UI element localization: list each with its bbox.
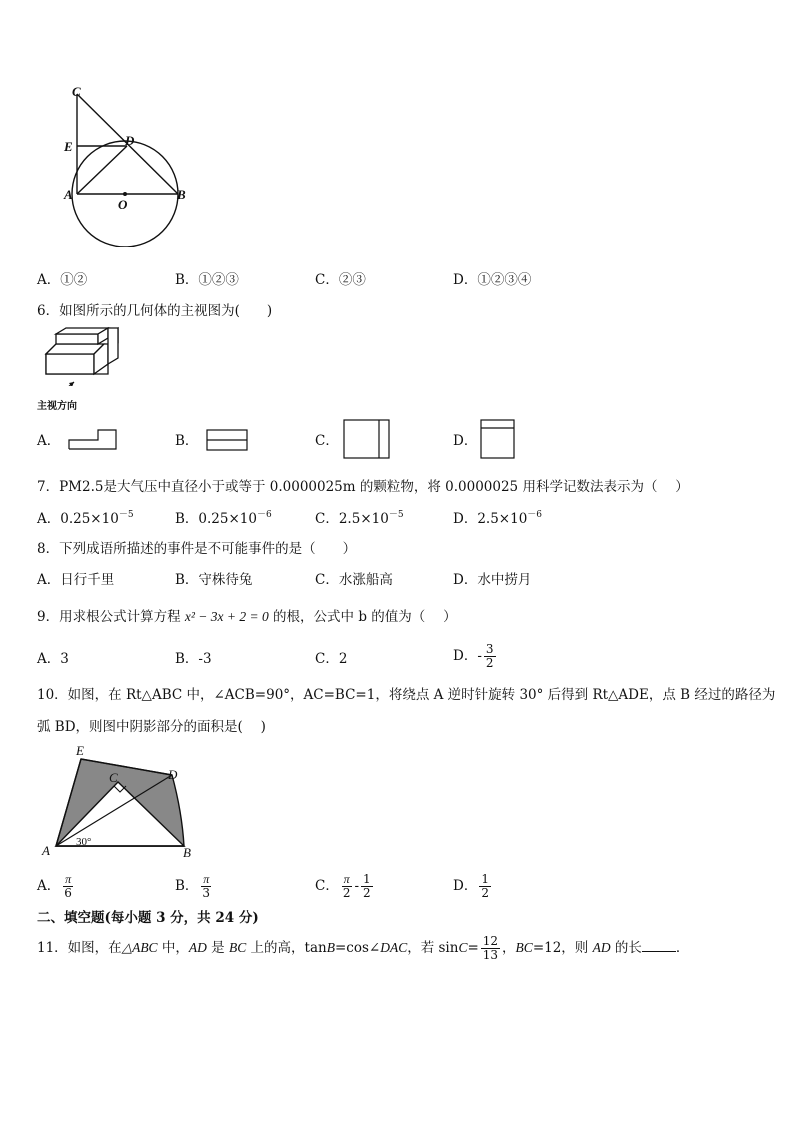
fraction: $\frac{\pi}{2}$ <box>342 872 351 900</box>
view-direction-caption: 主视方向 <box>37 401 77 412</box>
q7-option-b: B．$0.25\times 10^{-6}$ <box>175 510 272 527</box>
label-e: E <box>64 139 73 154</box>
section-heading: 二、填空题(每小题 3 分，共 24 分) <box>37 910 259 926</box>
q9-stem: 9．用求根公式计算方程 x² − 3x + 2 = 0 的根，公式中 b 的值为（ ） <box>37 609 457 625</box>
q8-option-d: D．水中捞月 <box>453 572 532 588</box>
q10-stem-line1: 10．如图，在 Rt△ABC 中，∠ACB=90°，AC=BC=1，将绕点 A 逆时针旋转 30° 后得到 Rt△ADE，点 B 经过的路径为 <box>37 687 776 703</box>
q8-option-b: B．守株待兔 <box>175 572 253 588</box>
q6-option-b-letter: B． <box>175 433 199 449</box>
q8-option-a: A．日行千里 <box>37 572 115 588</box>
q9-option-c: C．2 <box>315 651 348 667</box>
label-e: E <box>76 743 84 758</box>
q10-option-c: C． $\frac{\pi}{2}$ - $\frac{1}{2}$ <box>315 872 371 900</box>
q11-stem: 11．如图，在△ABC 中，AD 是 BC 上的高，tanB=cos∠DAC，若 sinC= $\frac{12}{13}$ ，BC=12，则 AD 的长 ． <box>37 934 690 962</box>
fraction: $\frac{1}{2}$ <box>481 872 489 900</box>
answer-blank[interactable] <box>642 938 676 952</box>
q8-option-c: C．水涨船高 <box>315 572 393 588</box>
q10-option-d: D． $\frac{1}{2}$ <box>453 872 489 900</box>
label-o: O <box>118 197 128 212</box>
q6-option-c-shape <box>343 419 393 461</box>
fraction: $\frac{\pi}{6}$ <box>64 872 72 900</box>
q7-option-a: A．$0.25\times 10^{-5}$ <box>37 510 134 527</box>
q6-option-a-letter: A． <box>37 433 61 449</box>
q6-option-a-shape <box>68 429 120 451</box>
q10-stem-line2: 弧 BD，则图中阴影部分的面积是( ) <box>37 719 266 735</box>
q7-option-d: D．$2.5\times 10^{-6}$ <box>453 510 543 527</box>
q7-option-c: C．$2.5\times 10^{-5}$ <box>315 510 404 527</box>
fraction: $\frac{\pi}{3}$ <box>202 872 211 900</box>
q10-option-a: A． $\frac{\pi}{6}$ <box>37 872 72 900</box>
label-d: D <box>125 133 135 148</box>
rotation-triangle-figure <box>36 742 201 862</box>
q6-option-b-shape <box>206 429 250 453</box>
stair-solid-figure <box>36 326 131 386</box>
label-b: B <box>183 845 191 860</box>
label-d: D <box>168 767 178 782</box>
center-point <box>123 192 127 196</box>
fraction: $\frac{1}{2}$ <box>363 872 371 900</box>
q8-stem: 8．下列成语所描述的事件是不可能事件的是（ ） <box>37 541 357 557</box>
q6-option-d-letter: D． <box>453 433 478 449</box>
q9-option-b: B．-3 <box>175 651 212 667</box>
fraction: $\frac{12}{13}$ <box>482 934 499 962</box>
label-a: A <box>42 843 50 858</box>
circle-geometry-figure <box>55 82 205 247</box>
label-b: B <box>177 187 186 202</box>
q5-option-b: B．①②③ <box>175 272 239 288</box>
label-a: A <box>64 187 73 202</box>
q10-option-b: B． $\frac{\pi}{3}$ <box>175 872 211 900</box>
q5-option-d: D．①②③④ <box>453 272 532 288</box>
q9-equation: x² − 3x + 2 = 0 <box>184 609 269 624</box>
label-c: C <box>109 770 118 785</box>
q5-option-c: C．②③ <box>315 272 366 288</box>
q7-stem: 7．PM2.5是大气压中直径小于或等于 0.0000025m 的颗粒物，将 0.0000025 用科学记数法表示为（ ） <box>37 479 689 495</box>
fraction: $\frac{3}{2}$ <box>485 642 494 670</box>
segment-ad <box>77 146 127 194</box>
q6-option-c-letter: C． <box>315 433 339 449</box>
q6-stem: 6．如图所示的几何体的主视图为( ) <box>37 303 273 319</box>
q5-option-a: A．①② <box>37 272 88 288</box>
label-c: C <box>72 84 81 99</box>
q9-option-a: A．3 <box>37 651 69 667</box>
angle-label: 30° <box>76 836 92 848</box>
q6-option-d-shape <box>480 419 518 461</box>
q9-option-d: D．- $\frac{3}{2}$ <box>453 642 494 670</box>
